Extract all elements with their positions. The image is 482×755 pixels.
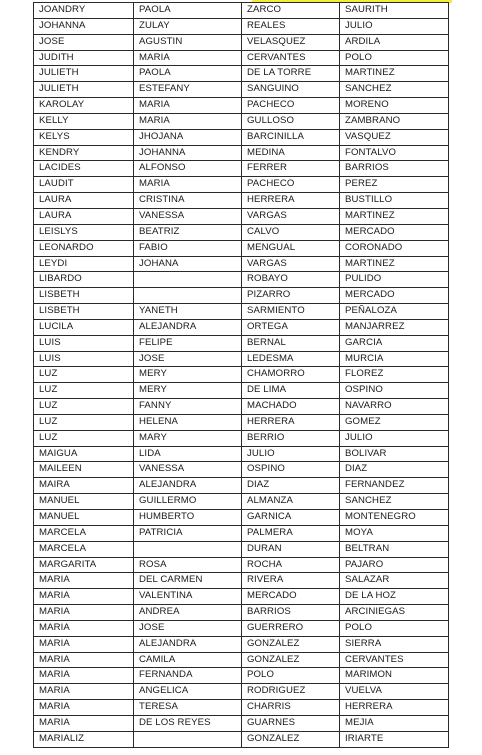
first-surname-cell: ROBAYO: [242, 272, 340, 288]
second-name-cell: ANGELICA: [134, 684, 242, 700]
second-name-cell: ALFONSO: [134, 161, 242, 177]
first-surname-cell: SARMIENTO: [242, 304, 340, 320]
second-surname-cell: MARIMON: [340, 668, 449, 684]
first-name-cell: JOHANNA: [34, 18, 134, 34]
first-name-cell: LUZ: [34, 367, 134, 383]
table-row: [34, 113, 449, 129]
first-surname-cell: PACHECO: [242, 98, 340, 114]
second-surname-cell: MANJARREZ: [340, 319, 449, 335]
first-surname-cell: CALVO: [242, 224, 340, 240]
second-surname-cell: ARCINIEGAS: [340, 605, 449, 621]
second-surname-cell: PEÑALOZA: [340, 304, 449, 320]
table-row: [34, 430, 449, 446]
second-surname-cell: JULIO: [340, 18, 449, 34]
table-row: [34, 620, 449, 636]
first-surname-cell: GUERRERO: [242, 620, 340, 636]
second-name-cell: PAOLA: [134, 3, 242, 19]
first-surname-cell: DIAZ: [242, 478, 340, 494]
first-surname-cell: VELASQUEZ: [242, 34, 340, 50]
first-name-cell: KAROLAY: [34, 98, 134, 114]
second-name-cell: FELIPE: [134, 335, 242, 351]
table-row: [34, 589, 449, 605]
second-surname-cell: IRIARTE: [340, 731, 449, 747]
second-surname-cell: MURCIA: [340, 351, 449, 367]
first-name-cell: JULIETH: [34, 66, 134, 82]
second-surname-cell: JULIO: [340, 430, 449, 446]
table-row: [34, 636, 449, 652]
second-name-cell: ROSA: [134, 557, 242, 573]
table-row: [34, 66, 449, 82]
table-row: [34, 715, 449, 731]
first-surname-cell: DURAN: [242, 541, 340, 557]
first-name-cell: MARIA: [34, 668, 134, 684]
names-table: [33, 2, 449, 748]
second-name-cell: [134, 288, 242, 304]
second-surname-cell: DE LA HOZ: [340, 589, 449, 605]
table-row: [34, 573, 449, 589]
first-surname-cell: VARGAS: [242, 256, 340, 272]
second-name-cell: PAOLA: [134, 66, 242, 82]
second-name-cell: [134, 272, 242, 288]
first-surname-cell: GONZALEZ: [242, 731, 340, 747]
first-name-cell: JOSE: [34, 34, 134, 50]
second-surname-cell: PAJARO: [340, 557, 449, 573]
table-row: [34, 98, 449, 114]
first-name-cell: MARIA: [34, 684, 134, 700]
second-name-cell: HUMBERTO: [134, 510, 242, 526]
first-surname-cell: GONZALEZ: [242, 652, 340, 668]
first-surname-cell: ROCHA: [242, 557, 340, 573]
table-row: [34, 177, 449, 193]
table-row: [34, 668, 449, 684]
second-name-cell: GUILLERMO: [134, 494, 242, 510]
first-surname-cell: RODRIGUEZ: [242, 684, 340, 700]
second-surname-cell: POLO: [340, 50, 449, 66]
second-surname-cell: VASQUEZ: [340, 129, 449, 145]
second-name-cell: ALEJANDRA: [134, 478, 242, 494]
first-surname-cell: REALES: [242, 18, 340, 34]
first-surname-cell: GULLOSO: [242, 113, 340, 129]
second-surname-cell: BARRIOS: [340, 161, 449, 177]
table-row: [34, 351, 449, 367]
table-row: [34, 161, 449, 177]
table-row: [34, 367, 449, 383]
second-surname-cell: CORONADO: [340, 240, 449, 256]
second-surname-cell: GOMEZ: [340, 414, 449, 430]
second-surname-cell: BOLIVAR: [340, 446, 449, 462]
second-name-cell: VALENTINA: [134, 589, 242, 605]
first-surname-cell: HERRERA: [242, 193, 340, 209]
table-row: [34, 193, 449, 209]
first-name-cell: LUZ: [34, 383, 134, 399]
table-row: [34, 82, 449, 98]
first-name-cell: MARIA: [34, 700, 134, 716]
table-row: [34, 731, 449, 747]
second-name-cell: MARIA: [134, 50, 242, 66]
table-row: [34, 272, 449, 288]
first-name-cell: LISBETH: [34, 304, 134, 320]
second-surname-cell: FONTALVO: [340, 145, 449, 161]
first-surname-cell: PACHECO: [242, 177, 340, 193]
second-surname-cell: SIERRA: [340, 636, 449, 652]
table-row: [34, 145, 449, 161]
first-surname-cell: MENGUAL: [242, 240, 340, 256]
second-name-cell: FERNANDA: [134, 668, 242, 684]
first-surname-cell: CHARRIS: [242, 700, 340, 716]
table-row: [34, 478, 449, 494]
second-surname-cell: MERCADO: [340, 224, 449, 240]
second-surname-cell: NAVARRO: [340, 399, 449, 415]
second-name-cell: [134, 731, 242, 747]
second-name-cell: HELENA: [134, 414, 242, 430]
second-name-cell: JHOJANA: [134, 129, 242, 145]
second-name-cell: ANDREA: [134, 605, 242, 621]
first-name-cell: LUZ: [34, 399, 134, 415]
second-name-cell: PATRICIA: [134, 525, 242, 541]
second-surname-cell: PEREZ: [340, 177, 449, 193]
first-name-cell: LUZ: [34, 414, 134, 430]
second-name-cell: TERESA: [134, 700, 242, 716]
first-name-cell: MARIA: [34, 652, 134, 668]
first-name-cell: JULIETH: [34, 82, 134, 98]
table-row: [34, 399, 449, 415]
first-surname-cell: JULIO: [242, 446, 340, 462]
first-surname-cell: BERNAL: [242, 335, 340, 351]
first-surname-cell: DE LIMA: [242, 383, 340, 399]
table-row: [34, 18, 449, 34]
second-name-cell: FABIO: [134, 240, 242, 256]
table-row: [34, 605, 449, 621]
table-row: [34, 319, 449, 335]
second-surname-cell: MONTENEGRO: [340, 510, 449, 526]
first-name-cell: LEYDI: [34, 256, 134, 272]
second-name-cell: MARIA: [134, 98, 242, 114]
second-surname-cell: SANCHEZ: [340, 82, 449, 98]
second-name-cell: VANESSA: [134, 462, 242, 478]
table-row: [34, 494, 449, 510]
second-surname-cell: FLOREZ: [340, 367, 449, 383]
first-name-cell: MAIRA: [34, 478, 134, 494]
second-name-cell: MARIA: [134, 113, 242, 129]
first-name-cell: MANUEL: [34, 510, 134, 526]
second-surname-cell: MEJIA: [340, 715, 449, 731]
second-name-cell: ZULAY: [134, 18, 242, 34]
second-name-cell: ALEJANDRA: [134, 319, 242, 335]
first-name-cell: LUIS: [34, 351, 134, 367]
table-row: [34, 288, 449, 304]
first-name-cell: MARIA: [34, 715, 134, 731]
first-surname-cell: FERRER: [242, 161, 340, 177]
table-row: [34, 34, 449, 50]
first-surname-cell: HERRERA: [242, 414, 340, 430]
table-row: [34, 510, 449, 526]
first-name-cell: LEISLYS: [34, 224, 134, 240]
table-row: [34, 383, 449, 399]
first-surname-cell: CHAMORRO: [242, 367, 340, 383]
second-surname-cell: SANCHEZ: [340, 494, 449, 510]
second-name-cell: YANETH: [134, 304, 242, 320]
second-name-cell: DEL CARMEN: [134, 573, 242, 589]
second-surname-cell: BELTRAN: [340, 541, 449, 557]
first-name-cell: LAURA: [34, 193, 134, 209]
table-row: [34, 208, 449, 224]
second-surname-cell: DIAZ: [340, 462, 449, 478]
table-row: [34, 414, 449, 430]
second-surname-cell: VUELVA: [340, 684, 449, 700]
first-name-cell: MARIA: [34, 573, 134, 589]
first-name-cell: MARIA: [34, 605, 134, 621]
first-name-cell: KENDRY: [34, 145, 134, 161]
first-name-cell: LAUDIT: [34, 177, 134, 193]
second-surname-cell: MARTINEZ: [340, 208, 449, 224]
first-surname-cell: LEDESMA: [242, 351, 340, 367]
second-name-cell: JOSE: [134, 620, 242, 636]
first-name-cell: LAURA: [34, 208, 134, 224]
first-surname-cell: BARRIOS: [242, 605, 340, 621]
first-surname-cell: MACHADO: [242, 399, 340, 415]
first-name-cell: LUIS: [34, 335, 134, 351]
second-name-cell: JOSE: [134, 351, 242, 367]
first-surname-cell: PALMERA: [242, 525, 340, 541]
first-name-cell: MARIA: [34, 636, 134, 652]
second-surname-cell: MARTINEZ: [340, 256, 449, 272]
table-row: [34, 525, 449, 541]
second-surname-cell: ZAMBRANO: [340, 113, 449, 129]
second-name-cell: ESTEFANY: [134, 82, 242, 98]
second-surname-cell: MOYA: [340, 525, 449, 541]
second-name-cell: [134, 541, 242, 557]
table-row: [34, 446, 449, 462]
first-name-cell: KELYS: [34, 129, 134, 145]
second-surname-cell: MERCADO: [340, 288, 449, 304]
first-name-cell: LACIDES: [34, 161, 134, 177]
first-surname-cell: ORTEGA: [242, 319, 340, 335]
first-name-cell: MAILEEN: [34, 462, 134, 478]
table-row: [34, 304, 449, 320]
first-name-cell: KELLY: [34, 113, 134, 129]
first-surname-cell: SANGUINO: [242, 82, 340, 98]
first-name-cell: MARIALIZ: [34, 731, 134, 747]
first-surname-cell: DE LA TORRE: [242, 66, 340, 82]
first-surname-cell: VARGAS: [242, 208, 340, 224]
second-name-cell: JOHANNA: [134, 145, 242, 161]
first-name-cell: LEONARDO: [34, 240, 134, 256]
first-name-cell: MARIA: [34, 620, 134, 636]
first-surname-cell: OSPINO: [242, 462, 340, 478]
first-name-cell: JOANDRY: [34, 3, 134, 19]
first-name-cell: MANUEL: [34, 494, 134, 510]
second-name-cell: BEATRIZ: [134, 224, 242, 240]
second-surname-cell: GARCIA: [340, 335, 449, 351]
first-surname-cell: MERCADO: [242, 589, 340, 605]
second-name-cell: MERY: [134, 383, 242, 399]
first-surname-cell: CERVANTES: [242, 50, 340, 66]
first-surname-cell: BARCINILLA: [242, 129, 340, 145]
first-surname-cell: ZARCO: [242, 3, 340, 19]
second-surname-cell: SALAZAR: [340, 573, 449, 589]
first-name-cell: JUDITH: [34, 50, 134, 66]
first-name-cell: LIBARDO: [34, 272, 134, 288]
second-name-cell: JOHANA: [134, 256, 242, 272]
second-name-cell: CAMILA: [134, 652, 242, 668]
table-row: [34, 335, 449, 351]
second-surname-cell: FERNANDEZ: [340, 478, 449, 494]
second-surname-cell: ARDILA: [340, 34, 449, 50]
first-surname-cell: BERRIO: [242, 430, 340, 446]
first-name-cell: MAIGUA: [34, 446, 134, 462]
table-row: [34, 700, 449, 716]
second-surname-cell: CERVANTES: [340, 652, 449, 668]
second-surname-cell: SAURITH: [340, 3, 449, 19]
second-name-cell: LIDA: [134, 446, 242, 462]
table-row: [34, 3, 449, 19]
first-surname-cell: POLO: [242, 668, 340, 684]
table-row: [34, 224, 449, 240]
second-surname-cell: MORENO: [340, 98, 449, 114]
second-name-cell: MARIA: [134, 177, 242, 193]
second-surname-cell: POLO: [340, 620, 449, 636]
second-name-cell: AGUSTIN: [134, 34, 242, 50]
first-surname-cell: GARNICA: [242, 510, 340, 526]
second-name-cell: FANNY: [134, 399, 242, 415]
second-name-cell: DE LOS REYES: [134, 715, 242, 731]
table-row: [34, 256, 449, 272]
first-surname-cell: ALMANZA: [242, 494, 340, 510]
first-surname-cell: GONZALEZ: [242, 636, 340, 652]
second-name-cell: MARY: [134, 430, 242, 446]
first-name-cell: LUCILA: [34, 319, 134, 335]
table-row: [34, 557, 449, 573]
first-surname-cell: MEDINA: [242, 145, 340, 161]
first-name-cell: LUZ: [34, 430, 134, 446]
table-row: [34, 652, 449, 668]
first-name-cell: MARGARITA: [34, 557, 134, 573]
table-row: [34, 541, 449, 557]
second-surname-cell: BUSTILLO: [340, 193, 449, 209]
first-name-cell: MARCELA: [34, 525, 134, 541]
first-name-cell: LISBETH: [34, 288, 134, 304]
second-surname-cell: OSPINO: [340, 383, 449, 399]
table-row: [34, 50, 449, 66]
second-surname-cell: PULIDO: [340, 272, 449, 288]
second-surname-cell: HERRERA: [340, 700, 449, 716]
second-name-cell: ALEJANDRA: [134, 636, 242, 652]
second-name-cell: VANESSA: [134, 208, 242, 224]
first-surname-cell: PIZARRO: [242, 288, 340, 304]
second-name-cell: CRISTINA: [134, 193, 242, 209]
first-name-cell: MARCELA: [34, 541, 134, 557]
first-surname-cell: GUARNES: [242, 715, 340, 731]
table-row: [34, 462, 449, 478]
table-row: [34, 684, 449, 700]
names-table-body: [34, 3, 449, 748]
first-surname-cell: RIVERA: [242, 573, 340, 589]
table-row: [34, 129, 449, 145]
table-row: [34, 240, 449, 256]
first-name-cell: MARIA: [34, 589, 134, 605]
second-surname-cell: MARTINEZ: [340, 66, 449, 82]
second-name-cell: MERY: [134, 367, 242, 383]
